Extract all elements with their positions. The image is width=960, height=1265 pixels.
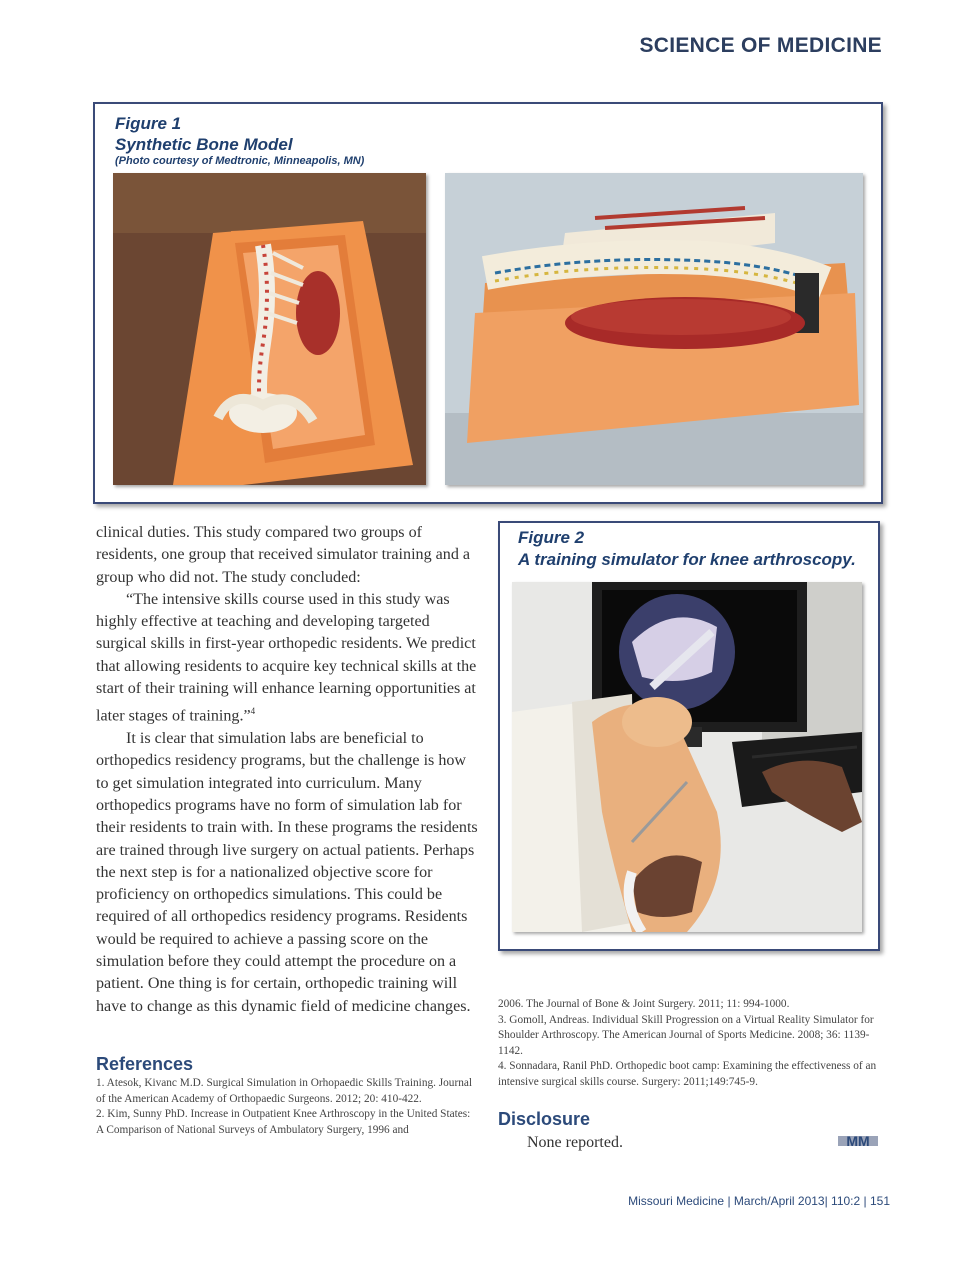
body-paragraph-2 [96,589,481,728]
body-quote: “The intensive skills course used in this study was highly effective at teaching and developing targeted surgical skills in first-year orthopedic residents. We predict that allowing residents to acquire key technical skills at the start of their training will enhance learning opportunities at later stages of training.” [96,590,477,725]
page-footer: Missouri Medicine | March/April 2013| 110:2 | 151 [628,1194,890,1208]
figure-2-label: Figure 2 [518,528,585,547]
reference-item: 1. Atesok, Kivanc M.D. Surgical Simulation in Orhopaedic Skills Training. Journal of the American Academy of Orthopaedic Surgeons. 2012; 20: 410-422. [96,1077,473,1105]
reference-item: 2006. The Journal of Bone & Joint Surgery. 2011; 11: 994-1000. [498,998,790,1010]
figure-1-title: Synthetic Bone Model [115,135,293,154]
references-list [96,1076,480,1138]
body-paragraph-1: clinical duties. This study compared two groups of residents, one group that received simulator training and a group who did not. The study concluded: [96,524,471,586]
body-paragraph-3: It is clear that simulation labs are beneficial to orthopedics residency programs, but the challenge is how to get simulation integrated into curriculum. Many orthopedics programs have no form of simulation lab for their residents to train with. In these programs the residents are trained through live surgery on actual patients. Perhaps the next step is for a nationalized objective score for proficiency on orthopedics simulations. This could be required of all orthopedics residency programs. Residents would be required to achieve a passing score on the simulation before they could attempt the procedure on a patient. One thing is for certain, orthopedic training will have to change as this dynamic field of medicine changes. [96,730,478,1015]
figure-2 [498,521,880,951]
disclosure-heading: Disclosure [498,1109,591,1129]
missouri-medicine-logo [838,1133,878,1149]
references-heading: References [96,1054,194,1074]
spine-model-photo-left [113,173,426,485]
figure-1-label: Figure 1 [115,114,182,133]
figure-1 [93,102,883,504]
reference-item: 2. Kim, Sunny PhD. Increase in Outpatient Knee Arthroscopy in the United States: A Comparison of National Surveys of Ambulatory Surgery, 1996 and [96,1108,471,1136]
logo-text: MM [846,1133,870,1149]
figure-2-title: A training simulator for knee arthroscopy. [518,550,856,569]
reference-item: 4. Sonnadara, Ranil PhD. Orthopedic boot camp: Examining the effectiveness of an intensive surgical skills course. Surgery: 2011;149:745-9. [498,1060,877,1088]
references-continued [498,997,882,1091]
disclosure-text: None reported. [527,1134,623,1151]
section-title: SCIENCE OF MEDICINE [639,34,882,57]
figure-1-credit: (Photo courtesy of Medtronic, Minneapolis, MN) [115,155,365,167]
spine-model-photo-right [445,173,863,485]
reference-item: 3. Gomoll, Andreas. Individual Skill Progression on a Virtual Reality Simulator for Shoulder Arthroscopy. The American Journal of Sports Medicine. 2008; 36: 1139-1142. [498,1013,874,1057]
knee-simulator-photo [512,582,862,932]
citation-superscript: 4 [250,706,256,717]
body-text [96,522,481,1018]
